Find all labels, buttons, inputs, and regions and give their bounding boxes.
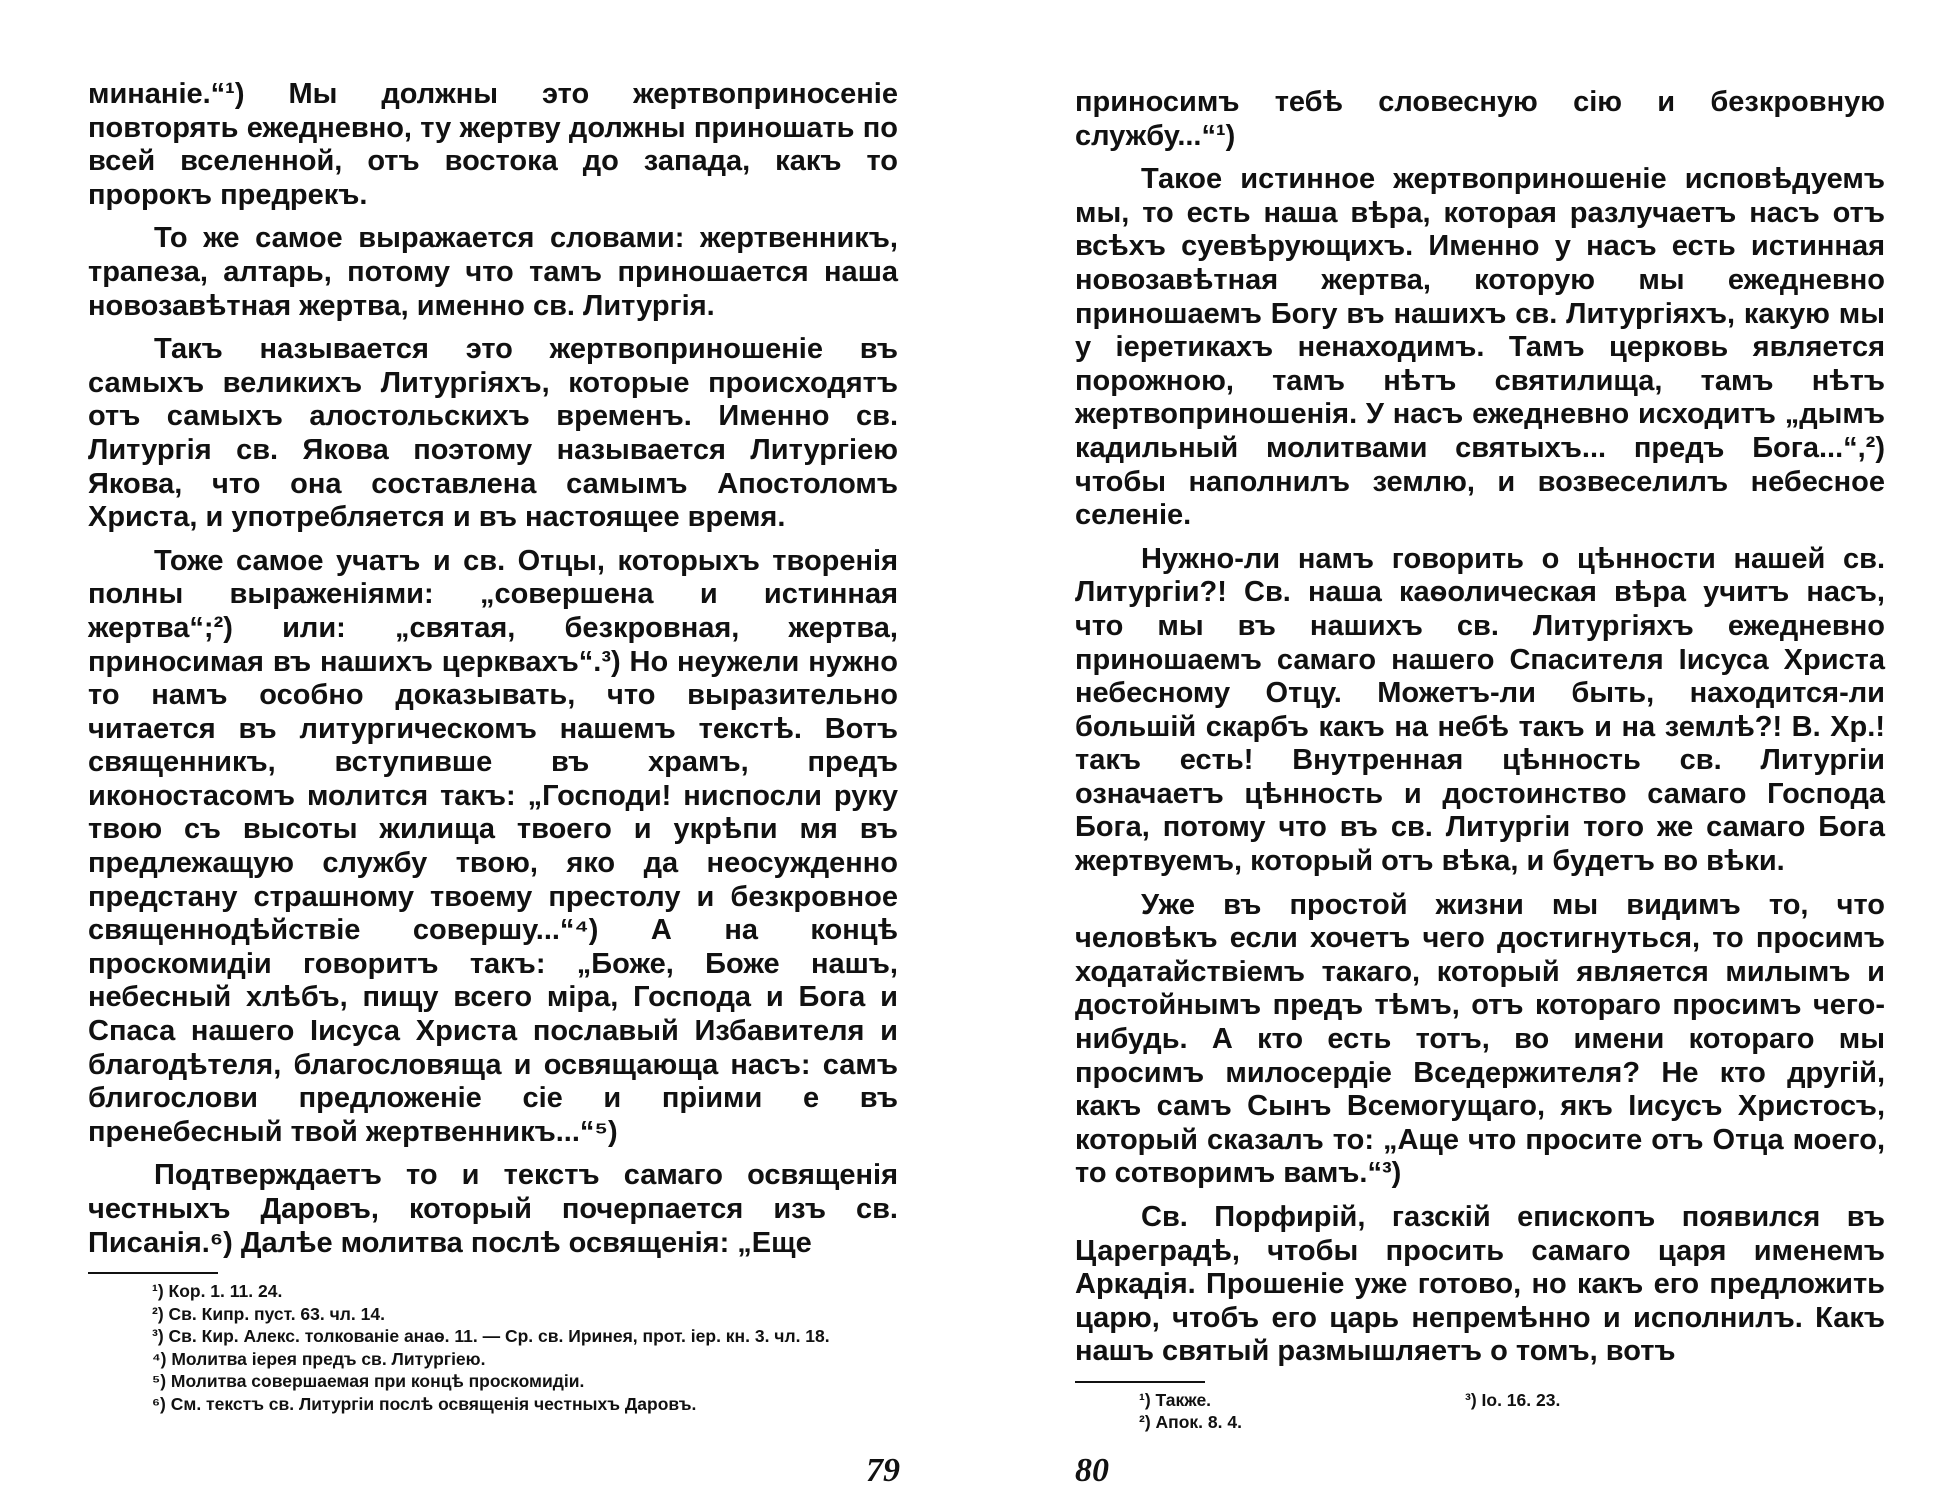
paragraph: То же самое выражается словами: жертвенникъ, трапеза, алтарь, потому что тамъ приношается наша новозавѣтная жертва, именно св. Литургія. xyxy=(88,222,898,322)
left-page-body xyxy=(88,78,898,1260)
footnote-rule xyxy=(1075,1381,1205,1383)
footnote: ¹) Также. xyxy=(1139,1389,1212,1410)
left-footnotes xyxy=(88,1280,898,1415)
paragraph: Подтверждаетъ то и текстъ самаго освященія честныхъ Даровъ, который почерпается изъ св. Писанія.⁶) Далѣе молитва послѣ освященія: „Еще xyxy=(88,1159,898,1259)
left-page xyxy=(88,78,898,1488)
footnote: ³) Св. Кир. Алекс. толкованіе анаѳ. 11. — Ср. св. Иринея, прот. іер. кн. 3. чл. 18. xyxy=(152,1326,830,1347)
footnote: ²) Апок. 8. 4. xyxy=(1139,1412,1242,1433)
paragraph: Такое истинное жертвоприношеніе исповѣдуемъ мы, то есть наша вѣра, которая разлучаетъ насъ отъ всѣхъ суевѣрующихъ. Именно у насъ есть истинная новозавѣтная жертва, которую мы ежедневно приношаемъ Богу въ нашихъ св. Литургіяхъ, какую мы у іеретикахъ ненаходимъ. Тамъ церковь является порожною, тамъ нѣтъ святилища, тамъ нѣтъ жертвоприношенія. У насъ ежедневно исходитъ „дымъ кадильный молитвами святыхъ... предъ Бога...“,²) чтобы наполнилъ землю, и возвеселилъ небесное селеніе. xyxy=(1075,163,1885,532)
right-page-body xyxy=(1075,86,1885,1369)
page-number: 80 xyxy=(1075,1452,1109,1489)
footnote: ⁴) Молитва іерея предъ св. Литургіею. xyxy=(152,1348,486,1369)
footnote-rule xyxy=(88,1272,218,1274)
page-number: 79 xyxy=(866,1452,900,1489)
paragraph: минаніе.“¹) Мы должны это жертвоприносеніе повторять ежедневно, ту жертву должны приношать по всей вселенной, отъ востока до запада, какъ то пророкъ предрекъ. xyxy=(88,78,898,211)
right-footnotes xyxy=(1075,1389,1885,1434)
footnote: ¹) Кор. 1. 11. 24. xyxy=(152,1281,283,1302)
paragraph: Такъ называется это жертвоприношеніе въ самыхъ великихъ Литургіяхъ, которые происходятъ отъ самыхъ алостольскихъ временъ. Именно св. Литургія св. Якова поэтому называется Литургіею Якова, что она составлена самымъ Апостоломъ Христа, и употребляется и въ настоящее время. xyxy=(88,333,898,534)
paragraph: Св. Порфирій, газскій епископъ появился въ Цареградѣ, чтобы просить самаго царя именемъ Аркадія. Прошеніе уже готово, но какъ его предложить царю, чтобъ его царь непремѣнно и исполнилъ. Какъ нашъ святый размышляетъ о томъ, вотъ xyxy=(1075,1201,1885,1368)
footnote: ⁶) См. текстъ св. Литургіи послѣ освященія честныхъ Даровъ. xyxy=(152,1393,697,1414)
paragraph: Нужно-ли намъ говорить о цѣнности нашей св. Литургіи?! Св. наша каѳолическая вѣра учитъ насъ, что мы въ нашихъ св. Литургіяхъ ежедневно приношаемъ самаго нашего Спасителя Іисуса Христа небесному Отцу. Можетъ-ли быть, находится-ли большій скарбъ какъ на небѣ такъ и на землѣ?! В. Хр.! такъ есть! Внутренная цѣнность св. Литургіи означаетъ цѣнность и достоинство самаго Господа Бога, потому что въ св. Литургіи того же самаго Бога жертвуемъ, который отъ вѣка, и будетъ во вѣки. xyxy=(1075,542,1885,878)
footnote: ⁵) Молитва совершаемая при концѣ проскомидіи. xyxy=(152,1371,585,1392)
footnote: ²) Св. Кипр. пуст. 63. чл. 14. xyxy=(152,1303,385,1324)
paragraph: приносимъ тебѣ словесную сію и безкровную службу...“¹) xyxy=(1075,86,1885,152)
footnote: ³) Іо. 16. 23. xyxy=(1465,1389,1561,1410)
paragraph: Уже въ простой жизни мы видимъ то, что человѣкъ если хочетъ чего достигнуться, то просимъ ходатайствіемъ такаго, который является милымъ и достойнымъ предъ тѣмъ, отъ котораго просимъ чего-нибудь. А кто есть тотъ, во имени котораго мы просимъ милосердіе Вседержителя? Не кто другій, какъ самъ Сынъ Всемогущаго, якъ Іисусъ Христосъ, который сказалъ то: „Аще что просите отъ Отца моего, то сотворимъ вамъ.“³) xyxy=(1075,888,1885,1190)
paragraph: Тоже самое учатъ и св. Отцы, которыхъ творенія полны выраженіями: „совершена и истинная жертва“;²) или: „святая, безкровная, жертва, приносимая въ нашихъ церквахъ“.³) Но неужели нужно то намъ особно доказывать, что выразительно читается въ литургическомъ нашемъ текстѣ. Вотъ священникъ, вступивше въ храмъ, предъ иконостасомъ молится такъ: „Господи! ниспосли руку твою съ высоты жилища твоего и укрѣпи мя въ предлежащую службу твою, яко да неосужденно предстану страшному твоему престолу и безкровное священнодѣйствіе совершу...“⁴) А на концѣ проскомидіи говоритъ такъ: „Боже, Боже нашъ, небесный хлѣбъ, пищу всего міра, Господа и Бога и Спаса нашего Іисуса Христа пославый Избавителя и благодѣтеля, благословяща и освящающа насъ: самъ блигослови предложеніе сіе и пріими е въ пренебесный твой жертвенникъ...“⁵) xyxy=(88,544,898,1148)
right-page xyxy=(1075,86,1885,1496)
